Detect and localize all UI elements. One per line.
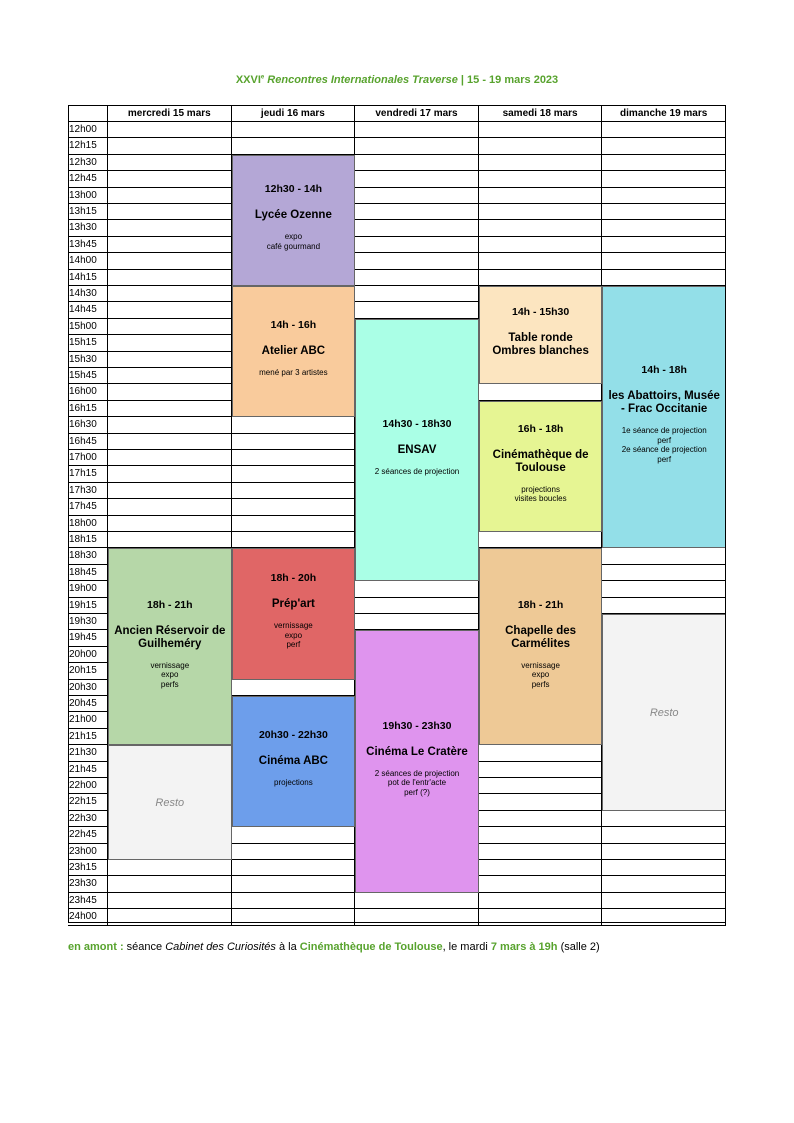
grid-frame <box>68 105 726 923</box>
event-dates: | 15 - 19 mars 2023 <box>460 74 559 86</box>
event-description: mené par 3 artistes <box>259 368 328 378</box>
time-label: 20h30 <box>68 680 108 696</box>
event-name: les Abattoirs, Musée - Frac Occitanie <box>608 390 720 416</box>
time-label: 22h45 <box>68 827 108 843</box>
time-label: 18h15 <box>68 532 108 548</box>
event-description: vernissage expo perfs <box>150 660 190 689</box>
event-time: 20h30 - 22h30 <box>258 729 328 742</box>
footer-place: Cinémathèque de Toulouse <box>299 941 443 953</box>
event-time: 18h - 21h <box>147 598 193 611</box>
time-label: 18h30 <box>68 548 108 564</box>
footer-text: séance <box>123 941 166 953</box>
footer-italic: Cabinet des Curiosités <box>165 941 276 953</box>
event-description: vernissage expo perfs <box>521 660 560 689</box>
event-name: Cinémathèque de Toulouse <box>492 448 589 474</box>
footer-text: à la <box>275 941 300 953</box>
time-label: 12h30 <box>68 155 108 171</box>
day-header: dimanche 19 mars <box>602 105 726 122</box>
time-label: 23h15 <box>68 860 108 876</box>
event-description: projections <box>274 778 313 788</box>
time-label: 17h30 <box>68 483 108 499</box>
footer-lead: en amont : <box>68 941 124 953</box>
time-label: 12h00 <box>68 122 108 138</box>
time-label: 19h15 <box>68 598 108 614</box>
event-description: vernissage expo perf <box>274 621 313 650</box>
time-label: 13h30 <box>68 220 108 236</box>
time-label: 16h00 <box>68 384 108 400</box>
time-label: 18h00 <box>68 516 108 532</box>
event-name: ENSAV <box>397 443 437 456</box>
event-name: Cinéma ABC <box>258 755 328 768</box>
event-description: 2 séances de projection pot de l'entr'acte perf (?) <box>374 768 460 797</box>
time-label: 16h30 <box>68 417 108 433</box>
event-name: Cinéma Le Cratère <box>366 745 468 758</box>
event-name: Ancien Réservoir de Guilheméry <box>114 624 226 650</box>
event-time: 16h - 18h <box>517 422 564 435</box>
time-label: 14h45 <box>68 302 108 318</box>
event-time: 14h - 16h <box>270 319 317 332</box>
time-label: 17h00 <box>68 450 108 466</box>
time-label: 23h00 <box>68 844 108 860</box>
time-label: 21h00 <box>68 712 108 728</box>
time-label: 24h00 <box>68 909 108 925</box>
event-description: expo café gourmand <box>266 232 321 251</box>
event-time: 14h - 15h30 <box>511 306 570 319</box>
time-label: 16h45 <box>68 434 108 450</box>
event-time: 14h - 18h <box>641 364 687 377</box>
footer-text: , le mardi <box>442 941 491 953</box>
time-label: 15h30 <box>68 352 108 368</box>
time-label: 21h45 <box>68 762 108 778</box>
footer-note <box>68 941 600 953</box>
event-name: Chapelle des Carmélites <box>505 624 577 650</box>
time-label: 12h45 <box>68 171 108 187</box>
time-label: 20h00 <box>68 647 108 663</box>
footer-text: (salle 2) <box>557 941 600 953</box>
event-name: Prép'art <box>271 598 315 611</box>
event-time: 14h30 - 18h30 <box>382 417 452 430</box>
time-label: 13h15 <box>68 204 108 220</box>
time-label: 17h15 <box>68 466 108 482</box>
time-label: 14h15 <box>68 270 108 286</box>
time-label: 22h00 <box>68 778 108 794</box>
event-name: Table ronde Ombres blanches <box>492 332 589 358</box>
event-time: 18h - 21h <box>517 598 564 611</box>
time-label: 21h15 <box>68 729 108 745</box>
time-label: 19h45 <box>68 630 108 646</box>
time-label: 20h45 <box>68 696 108 712</box>
event-name: Rencontres Internationales Traverse <box>267 74 458 86</box>
time-label: 17h45 <box>68 499 108 515</box>
event-description: 2 séances de projection <box>374 466 460 476</box>
event-name: Resto <box>649 706 679 719</box>
event-description: projections visites boucles <box>514 484 567 504</box>
time-label: 22h15 <box>68 794 108 810</box>
time-label: 16h15 <box>68 401 108 417</box>
time-label: 19h30 <box>68 614 108 630</box>
time-label: 12h15 <box>68 138 108 154</box>
time-label: 14h30 <box>68 286 108 302</box>
event-description: 1e séance de projection perf 2e séance de projection perf <box>621 426 707 464</box>
time-label: 23h30 <box>68 876 108 892</box>
edition-number: XXVI <box>235 74 261 86</box>
time-label: 15h45 <box>68 368 108 384</box>
time-label: 20h15 <box>68 663 108 679</box>
event-name: Resto <box>155 797 185 810</box>
event-time: 18h - 20h <box>270 572 317 585</box>
event-time: 12h30 - 14h <box>264 183 322 196</box>
time-label: 15h00 <box>68 319 108 335</box>
event-name: Atelier ABC <box>261 345 326 358</box>
time-label: 23h45 <box>68 893 108 909</box>
footer-when: 7 mars à 19h <box>490 941 558 953</box>
time-label: 13h45 <box>68 237 108 253</box>
day-header: samedi 18 mars <box>479 105 603 122</box>
day-header: jeudi 16 mars <box>232 105 356 122</box>
time-label: 21h30 <box>68 745 108 761</box>
schedule-grid <box>68 105 726 923</box>
time-label: 13h00 <box>68 188 108 204</box>
time-label: 15h15 <box>68 335 108 351</box>
page-title <box>0 74 794 86</box>
time-label: 14h00 <box>68 253 108 269</box>
time-label: 18h45 <box>68 565 108 581</box>
day-header: vendredi 17 mars <box>355 105 479 122</box>
event-time: 19h30 - 23h30 <box>382 719 452 732</box>
time-label: 19h00 <box>68 581 108 597</box>
event-name: Lycée Ozenne <box>254 209 332 222</box>
time-label: 22h30 <box>68 811 108 827</box>
edition-sup: e <box>260 74 265 81</box>
day-header: mercredi 15 mars <box>108 105 232 122</box>
